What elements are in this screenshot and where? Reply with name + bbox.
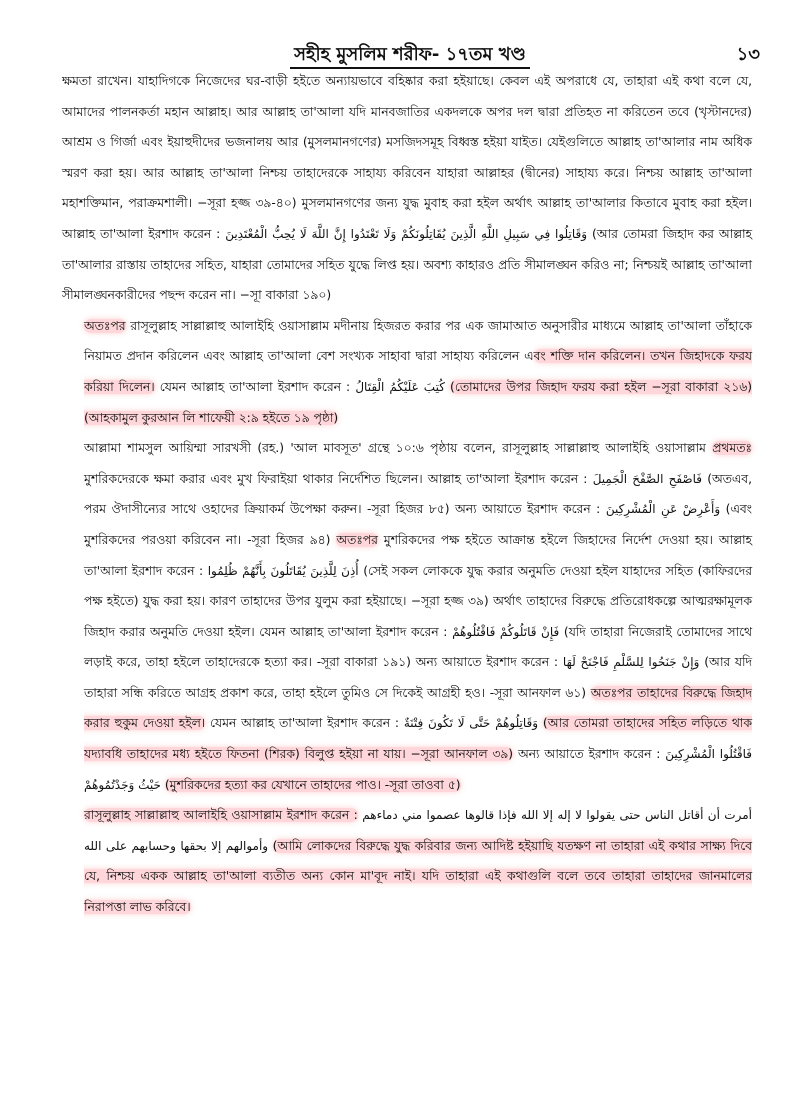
paragraph-1	[62, 66, 752, 311]
text-segment: যেমন আল্লাহ তা'আলা ইরশাদ করেন :	[210, 716, 400, 731]
text-segment: (যদি তাহারা নিজেরাই তোমাদের সাথে লড়াই করে, তাহা হইলে তাহাদেরকে হত্যা কর। -সূরা বাকারা ১৯১) অন্য আয়াতে ইরশাদ করেন :	[84, 624, 752, 670]
text-segment: ক্ষমতা রাখেন। যাহাদিগকে নিজেদের ঘর-বাড়ী হইতে অন্যায়ভাবে বহিষ্কার করা হইয়াছে। কেবল এই অপরাধে যে, তাহারা এই কথা বলে যে, আমাদের পালনকর্তা মহান আল্লাহ। আর আল্লাহ তা'আলা যদি মানবজাতির একদলকে অপর দল দ্বারা প্রতিহত না করিতেন তবে (খৃস্টানদের) আশ্রম ও গির্জা এবং ইয়াহুদীদের ভজনালয় আর (মুসলমানগণের) মসজিদসমূহ বিধ্বস্ত হইয়া যাইত। যেইগুলিতে আল্লাহ তা'আলার নাম অধিক স্মরণ করা হয়। আর আল্লাহ তা'আলা নিশ্চয় তাহাদেরকে সাহায্য করিবেন যাহারা আল্লাহর (দ্বীনের) সাহায্য করে। নিশ্চয় আল্লাহ তা'আলা মহাশক্তিমান, পরাক্রমশালী। −সূরা হজ্জ ৩৯-৪০) মুসলমানগণের জন্য যুদ্ধ মুবাহ করা হইল অর্থাৎ আল্লাহ তা'আলার কিতাবে মুবাহ করা হইল। আল্লাহ তা'আলা ইরশাদ করেন :	[62, 74, 752, 241]
arabic-verse: كُتِبَ عَلَيْكُمُ الْقِتَالُ	[355, 379, 445, 394]
arabic-hadith: أمرت أن أقاتل الناس حتى يقولوا لا إله إلا الله فإذا قالوها عصموا مني دماءهم وأموالهم إلا بحقها وحسابهم على الله	[84, 808, 752, 853]
text-segment: মুশরিকদের পক্ষ হইতে আক্রান্ত হইলে জিহাদের নির্দেশ দেওয়া হয়। আল্লাহ তা'আলা ইরশাদ করেন :	[84, 532, 752, 578]
highlighted-text: (মুশরিকদের হত্যা কর যেখানে তাহাদের পাও। -সূরা তাওবা ৫)	[164, 777, 461, 792]
highlighted-text: (আর তোমরা তাহাদের সহিত লড়িতে থাক যদ্যাবধি তাহাদের মধ্য হইতে ফিতনা (শিরক) বিলুপ্ত হইয়া না যায়। −সূরা আনফাল ৩৯)	[84, 716, 752, 762]
arabic-verse: وَقَاتِلُوهُمْ حَتَّى لَا تَكُونَ فِتْنَةٌ	[403, 716, 539, 731]
page-number: ১৩	[736, 44, 760, 65]
paragraph-4	[62, 800, 752, 922]
highlighted-text: অতঃপর তাহাদের বিরুদ্ধে জিহাদ করার হুকুম দেওয়া হইল।	[84, 685, 752, 731]
arabic-verse: فَاصْفَحِ الصَّفْحَ الْجَمِيلَ	[592, 471, 702, 486]
highlighted-text: প্রথমতঃ	[712, 441, 752, 456]
arabic-verse: أُذِنَ لِلَّذِينَ يُقَاتَلُونَ بِأَنَّهُمْ ظُلِمُوا	[207, 563, 359, 578]
text-segment: আল্লামা শামসুল আয়িম্মা সারখসী (রহ.) 'আল মাবসূত' গ্রন্থে ১০:৬ পৃষ্ঠায় বলেন, রাসূলুল্লাহ সাল্লাল্লাহু আলাইহি ওয়াসাল্লাম	[84, 441, 706, 456]
text-segment: মুশরিকদেরকে ক্ষমা করার এবং মুখ ফিরাইয়া থাকার নির্দেশিত ছিলেন। আল্লাহ তা'আলা ইরশাদ করেন :	[84, 471, 588, 486]
arabic-verse: فَإِنْ قَاتَلُوكُمْ فَاقْتُلُوهُمْ	[452, 624, 560, 639]
running-title: সহীহ মুসলিম শরীফ- ১৭তম খণ্ড	[60, 40, 760, 71]
text-segment: (আর যদি তাহারা সন্ধি করিতে আগ্রহ প্রকাশ করে, তাহা হইলে তুমিও সে দিকেই আগ্রহী হও। -সূরা আনফাল ৬১)	[84, 655, 752, 700]
paragraph-2	[62, 311, 752, 433]
text-segment: (অতএব, পরম ঔদাসীন্যের সাথে ওহাদের ক্রিয়াকর্ম উপেক্ষা করুন। -সূরা হিজর ৮৫) অন্য আয়াতে ইরশাদ করেন :	[84, 471, 753, 517]
highlighted-text: অতঃপর	[336, 532, 378, 547]
highlighted-text: বং শক্তি দান করিলেন। তখন জিহাদকে ফরয করিয়া দিলেন।	[84, 349, 752, 394]
document-body	[62, 66, 752, 923]
page-header	[60, 30, 760, 70]
highlighted-text: (তোমাদের উপর জিহাদ ফরয করা হইল −সূরা বাকারা ২১৬) (আহকামুল কুরআন লি শাফেয়ী ২:৯ হইতে ১৯ পৃষ্ঠা)	[84, 379, 753, 425]
arabic-verse: وَإِنْ جَنَحُوا لِلسَّلْمِ فَاجْنَحْ لَهَا	[562, 655, 700, 670]
arabic-verse: وَقَاتِلُوا فِي سَبِيلِ اللَّهِ الَّذِينَ يُقَاتِلُونَكُمْ وَلَا تَعْتَدُوا إِنَّ اللَّهَ لَا يُحِبُّ الْمُعْتَدِينَ	[225, 226, 588, 241]
highlighted-text: (আমি লোকদের বিরুদ্ধে যুদ্ধ করিবার জন্য আদিষ্ট হইয়াছি যতক্ষণ না তাহারা এই কথার সাক্ষ্য দিবে যে, নিশ্চয় একক আল্লাহ তা'আলা ব্যতীত অন্য কোন মা'বূদ নাই। যদি তাহারা এই কথাগুলি বলে তবে তাহারা তাহাদের জানমালের নিরাপত্তা লাভ করিবে।	[84, 838, 752, 915]
arabic-verse: فَاقْتُلُوا الْمُشْرِكِينَ حَيْثُ وَجَدْتُمُوهُمْ	[84, 747, 752, 792]
text-segment: (এবং মুশরিকদের পরওয়া করিবেন না। -সূরা হিজর ৯৪)	[84, 502, 752, 547]
paragraph-3	[62, 433, 752, 800]
arabic-verse: وَأَعْرِضْ عَنِ الْمُشْرِكِينَ	[605, 502, 721, 517]
highlighted-text: অতঃপর	[84, 318, 126, 333]
text-segment: (আর তোমরা জিহাদ কর আল্লাহ তা'আলার রাস্তায় তাহাদের সহিত, যাহারা তোমাদের সহিত যুদ্ধে লিপ্ত হয়। অবশ্য কাহারও প্রতি সীমালঙ্ঘন করিও না; নিশ্চয়ই আল্লাহ তা'আলা সীমালঙ্ঘনকারীদের পছন্দ করেন না। −সূা বাকারা ১৯০)	[62, 226, 752, 303]
highlighted-text: রাসূলুল্লাহ সাল্লাল্লাহু আলাইহি ওয়াসাল্লাম ইরশাদ করেন :	[84, 808, 358, 823]
text-segment: (সেই সকল লোককে যুদ্ধ করার অনুমতি দেওয়া হইল যাহাদের সহিত (কাফিরদের পক্ষ হইতে) যুদ্ধ করা হয়। কারণ তাহাদের উপর যুলুম করা হইয়াছে। −সূরা হজ্জ ৩৯) অর্থাৎ তাহাদের বিরুদ্ধে প্রতিরোধকল্পে আত্মরক্ষামূলক জিহাদ করার অনুমতি দেওয়া হইল। যেমন আল্লাহ তা'আলা ইরশাদ করেন :	[84, 563, 752, 639]
text-segment: অন্য আয়াতে ইরশাদ করেন :	[517, 747, 661, 762]
text-segment: রাসূলুল্লাহ সাল্লাল্লাহু আলাইহি ওয়াসাল্লাম মদীনায় হিজরত করার পর এক জামাআত অনুসারীর মাধ্যমে আল্লাহ তা'আলা তাঁহাকে নিয়ামত প্রদান করিলেন এবং আল্লাহ তা'আলা বেশ সংখ্যক সাহাবা দ্বারা সাহায্য করিলেন এ	[84, 318, 752, 364]
text-segment: যেমন আল্লাহ তা'আলা ইরশাদ করেন :	[159, 379, 351, 394]
